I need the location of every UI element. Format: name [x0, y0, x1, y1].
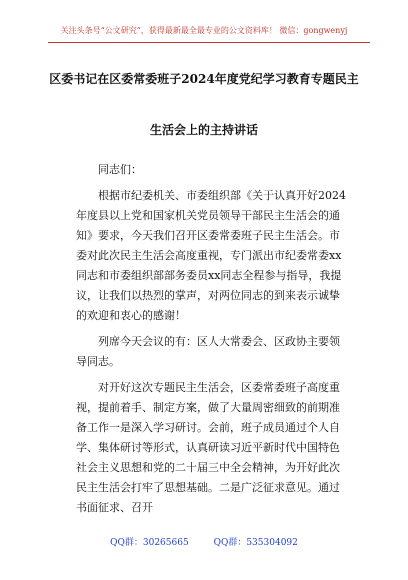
document-title-line-1: 区委书记在区委常委班子2024年度党纪学习教育专题民主	[49, 72, 359, 86]
paragraph-3: 对开好这次专题民主生活会，区委常委班子高度重视，提前着手、制定方案，做了大量周密细致的前期准备工作一是深入学习研讨。会前，班子成员通过个人自学、集体研讨等形式，认真研读习近平新时代中国特色社会主义思想和党的二十届三中全会精神，为开好此次民主生活会打牢了思想基础。二是广泛征求意见。通过书面征求、召开	[76, 381, 340, 514]
paragraph-2: 列席今天会议的有：区人大常委会、区政协主要领导同志。	[76, 335, 340, 368]
footer-qq-group-2: QQ群：535304092	[213, 538, 298, 548]
promo-header: 关注头条号“公文研究”，获得最新最全最专业的公文资料库！ 微信：gongwenyj	[60, 26, 348, 35]
document-title-line-2: 生活会上的主持讲话	[149, 123, 258, 137]
greeting: 同志们：	[98, 163, 142, 176]
header-divider	[48, 42, 370, 43]
footer-qq-group-1: QQ群：30265665	[110, 538, 189, 548]
footer-contact	[0, 537, 408, 549]
document-body	[76, 160, 348, 524]
paragraph-1: 根据市纪委机关、市委组织部《关于认真开好2024年度县以上党和国家机关党员领导干部民主生活会的通知》要求，今天我们召开区委常委班子民主生活会。市委对此次民主生活会高度重视，专门派出市纪委常委xx同志和市委组织部部务委员xx同志全程参与指导，我提议，让我们以热烈的掌声，对两位同志的到来表示诚挚的欢迎和衷心的感谢！	[76, 189, 346, 322]
